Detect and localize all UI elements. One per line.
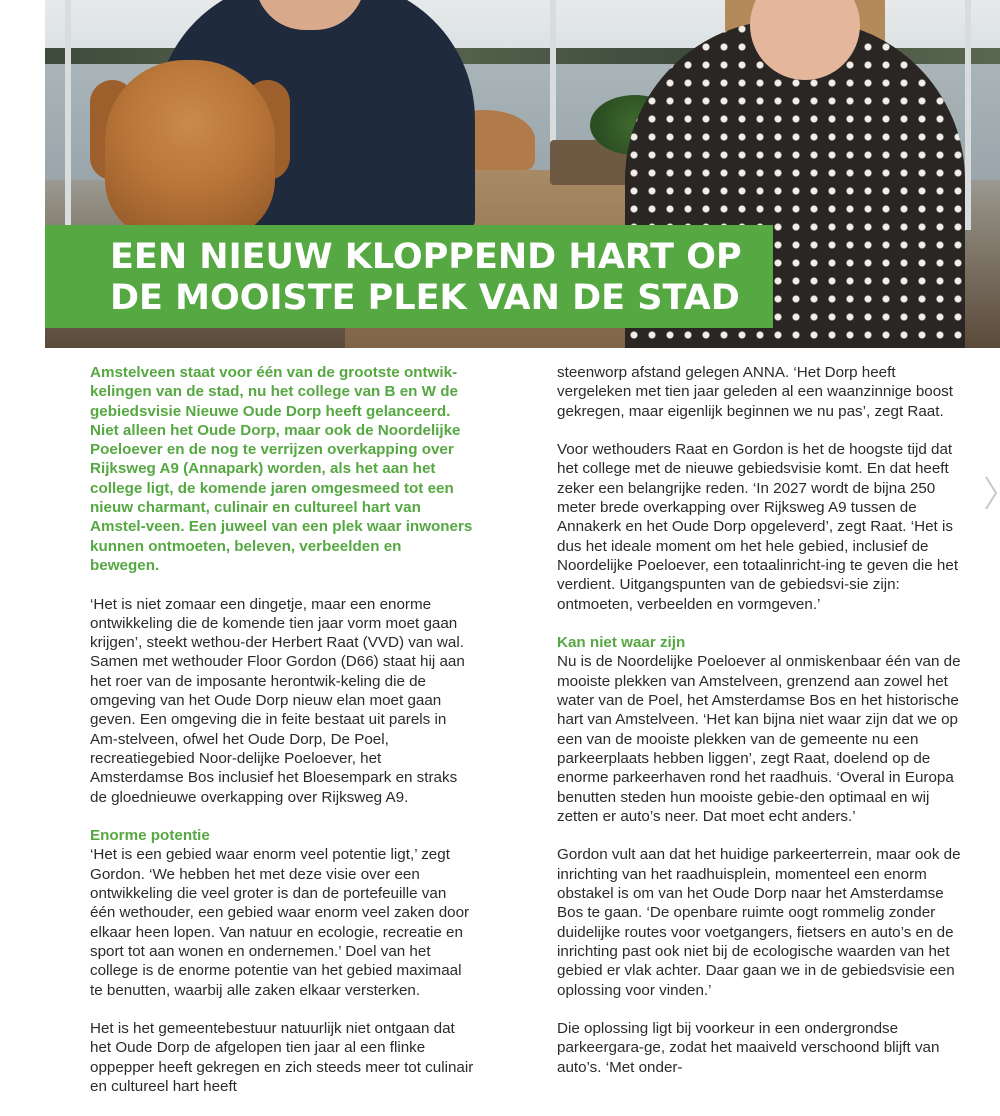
paragraph: ‘Het is niet zomaar een dingetje, maar een enorme ontwikkeling die de komende tien jaar vorm moet gaan krijgen’, steekt wethou-der Herbert Raat (VVD) van wal. Samen met wethouder Floor Gordon (D66) staat hij aan het roer van de imposante herontwik-keling die de omgeving van het Oude Dorp nieuw elan moet gaan geven. Een omgeving die in feite bestaat uit parels in Am-stelveen, ofwel het Oude Dorp, De Poel, recreatiegebied Noor-delijke Poeloever, het Amsterdamse Bos inclusief het Bloesempark en straks de gloednieuwe overkapping over Rijksweg A9. xyxy=(90,595,465,806)
chevron-right-icon xyxy=(984,475,998,511)
paragraph: steenworp afstand gelegen ANNA. ‘Het Dorp heeft vergeleken met tien jaar geleden al een waanzinnige boost gekregen, maar eigenlijk beginnen we nu pas’, zegt Raat. xyxy=(557,364,953,420)
article-column-left xyxy=(90,363,474,1116)
window-frame xyxy=(965,0,971,230)
article-lead: Amstelveen staat voor één van de grootste ontwik-kelingen van de stad, nu het college van B en W de gebiedsvisie Nieuwe Oude Dorp heeft gelanceerd. Niet alleen het Oude Dorp, maar ook de Noordelijke Poeloever en de nog te verrijzen overkapping over Rijksweg A9 (Annapark) worden, als het aan het college ligt, de komende jaren omgesmeed tot een nieuw charmant, culinair en cultureel hart van Amstel-veen. Een juweel van een plek waar inwoners kunnen ontmoeten, beleven, verbeelden en bewegen. xyxy=(90,364,473,574)
article-column-right xyxy=(557,363,962,1096)
photo-dog xyxy=(105,60,275,240)
next-page-button[interactable] xyxy=(982,470,1000,516)
paragraph: Voor wethouders Raat en Gordon is het de hoogste tijd dat het college met de nieuwe gebiedsvisie komt. En dat heeft zeker een belangrijke reden. ‘In 2027 wordt de bijna 250 meter brede overkapping over Rijksweg A9 tussen de Annakerk en het Oude Dorp opgeleverd’, zegt Raat. ‘Het is dus het ideale moment om het hele gebied, inclusief de Noordelijke Poeloever, een totaalinricht-ing te geven die het verdient. Uitgangspunten van de gebiedsvi-sie zijn: ontmoeten, verbeelden en vormgeven.’ xyxy=(557,441,959,613)
headline-banner xyxy=(45,225,773,328)
paragraph: Gordon vult aan dat het huidige parkeerterrein, maar ook de inrichting van het raadhuisplein, momenteel een enorm obstakel is om van het Oude Dorp naar het Amsterdamse Bos te gaan. ‘De openbare ruimte oogt rommelig zonder duidelijke routes voor voetgangers, fietsers en auto’s en de inrichting past ook niet bij de ecologische waarden van het gebied er vlak achter. Daar gaan we in de gebiedsvisie een oplossing voor vinden.’ xyxy=(557,846,961,999)
paragraph: Nu is de Noordelijke Poeloever al onmiskenbaar één van de mooiste plekken van Amstelveen, grenzend aan zowel het water van de Poel, het Amsterdamse Bos en het historische hart van Amstelveen. ‘Het kan bijna niet waar zijn dat we op een van de mooiste plekken van de gemeente nu een parkeerplaats hebben liggen’, zegt Raat, doelend op de enorme parkeerhaven rond het raadhuis. ‘Overal in Europa benutten steden hun mooiste gebie-den optimaal en wij zetten er auto’s neer. Dat moet echt anders.’ xyxy=(557,653,961,825)
paragraph: Die oplossing ligt bij voorkeur in een ondergrondse parkeergara-ge, zodat het maaiveld verschoond blijft van auto’s. ‘Met onder- xyxy=(557,1020,940,1076)
headline-line-2: DE MOOISTE PLEK VAN DE STAD xyxy=(110,278,740,318)
subheading: Kan niet waar zijn xyxy=(557,634,686,652)
paragraph: Het is het gemeentebestuur natuurlijk niet ontgaan dat het Oude Dorp de afgelopen tien jaar al een flinke oppepper heeft gekregen en zich steeds meer tot culinair en cultureel hart heeft xyxy=(90,1020,474,1095)
article-headline xyxy=(110,237,770,319)
headline-line-1: EEN NIEUW KLOPPEND HART OP xyxy=(110,237,742,277)
window-frame xyxy=(65,0,71,230)
subheading: Enorme potentie xyxy=(90,827,210,845)
paragraph: ‘Het is een gebied waar enorm veel potentie ligt,’ zegt Gordon. ‘We hebben het met deze visie over een ontwikkeling die veel groter is dan de portefeuille van één wethouder, een gebied waar enorm veel zaken door elkaar heen lopen. Van natuur en ecologie, recreatie en sport tot aan wonen en ondernemen.’ Doel van het college is de enorme potentie van het gebied maximaal te benutten, waarbij alle zaken elkaar versterken. xyxy=(90,846,470,999)
